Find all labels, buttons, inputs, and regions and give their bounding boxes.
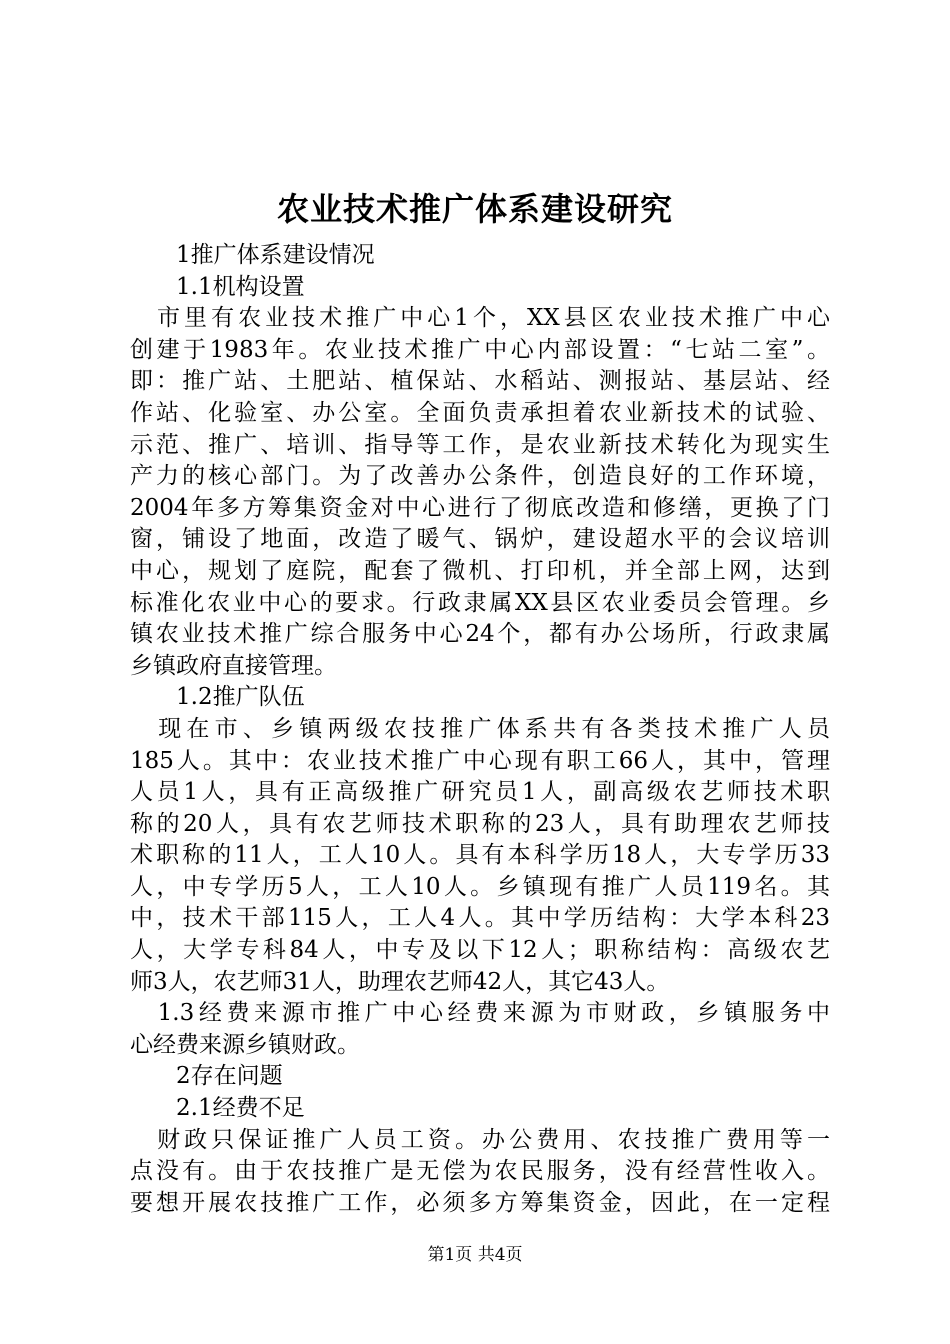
paragraph-line: 标准化农业中心的要求。行政隶属XX县区农业委员会管理。乡 (130, 589, 830, 616)
paragraph-line: 示范、推广、培训、指导等工作，是农业新技术转化为现实生 (130, 431, 830, 458)
paragraph-line: 185人。其中：农业技术推广中心现有职工66人，其中，管理 (130, 747, 830, 774)
paragraph-line: 人，中专学历5人，工人10人。乡镇现有推广人员119名。其 (130, 873, 830, 900)
paragraph-line: 称的20人，具有农艺师技术职称的23人，具有助理农艺师技 (130, 810, 830, 837)
paragraph-line: 中心，规划了庭院，配套了微机、打印机，并全部上网，达到 (130, 557, 830, 584)
paragraph-line: 2004年多方筹集资金对中心进行了彻底改造和修缮，更换了门 (130, 494, 830, 521)
paragraph-line: 市里有农业技术推广中心1个，XX县区农业技术推广中心 (130, 305, 830, 332)
section-heading: 2存在问题 (176, 1063, 283, 1090)
section-heading: 1.2推广队伍 (176, 684, 305, 711)
section-heading: 2.1经费不足 (176, 1095, 305, 1122)
paragraph-line: 术职称的11人，工人10人。具有本科学历18人，大专学历33 (130, 842, 830, 869)
paragraph-line: 点没有。由于农技推广是无偿为农民服务，没有经营性收入。 (130, 1158, 830, 1185)
paragraph-line: 创建于1983年。农业技术推广中心内部设置：“七站二室”。 (130, 336, 830, 363)
paragraph-line: 镇农业技术推广综合服务中心24个，都有办公场所，行政隶属 (130, 621, 830, 648)
paragraph-line: 1.3经费来源市推广中心经费来源为市财政，乡镇服务中 (130, 1000, 830, 1027)
document-body (130, 240, 830, 1219)
paragraph-line: 师3人，农艺师31人，助理农艺师42人，其它43人。 (130, 968, 670, 995)
page-footer: 第1页 共4页 (427, 1245, 523, 1265)
paragraph-line: 即：推广站、土肥站、植保站、水稻站、测报站、基层站、经 (130, 368, 830, 395)
paragraph-line: 产力的核心部门。为了改善办公条件，创造良好的工作环境， (130, 463, 830, 490)
section-heading: 1.1机构设置 (176, 273, 305, 300)
paragraph-line: 人员1人，具有正高级推广研究员1人，副高级农艺师技术职 (130, 779, 830, 806)
paragraph-line: 心经费来源乡镇财政。 (130, 1031, 360, 1058)
paragraph-line: 财政只保证推广人员工资。办公费用、农技推广费用等一 (130, 1126, 830, 1153)
paragraph-line: 中，技术干部115人，工人4人。其中学历结构：大学本科23 (130, 905, 830, 932)
paragraph-line: 现在市、乡镇两级农技推广体系共有各类技术推广人员 (130, 715, 830, 742)
paragraph-line: 要想开展农技推广工作，必须多方筹集资金，因此，在一定程 (130, 1189, 830, 1216)
section-heading: 1推广体系建设情况 (176, 242, 375, 268)
document-title: 农业技术推广体系建设研究 (276, 190, 673, 228)
paragraph-line: 乡镇政府直接管理。 (130, 652, 337, 679)
paragraph-line: 作站、化验室、办公室。全面负责承担着农业新技术的试验、 (130, 399, 830, 426)
paragraph-line: 人，大学专科84人，中专及以下12人；职称结构：高级农艺 (130, 937, 830, 964)
paragraph-line: 窗，铺设了地面，改造了暖气、锅炉，建设超水平的会议培训 (130, 526, 830, 553)
